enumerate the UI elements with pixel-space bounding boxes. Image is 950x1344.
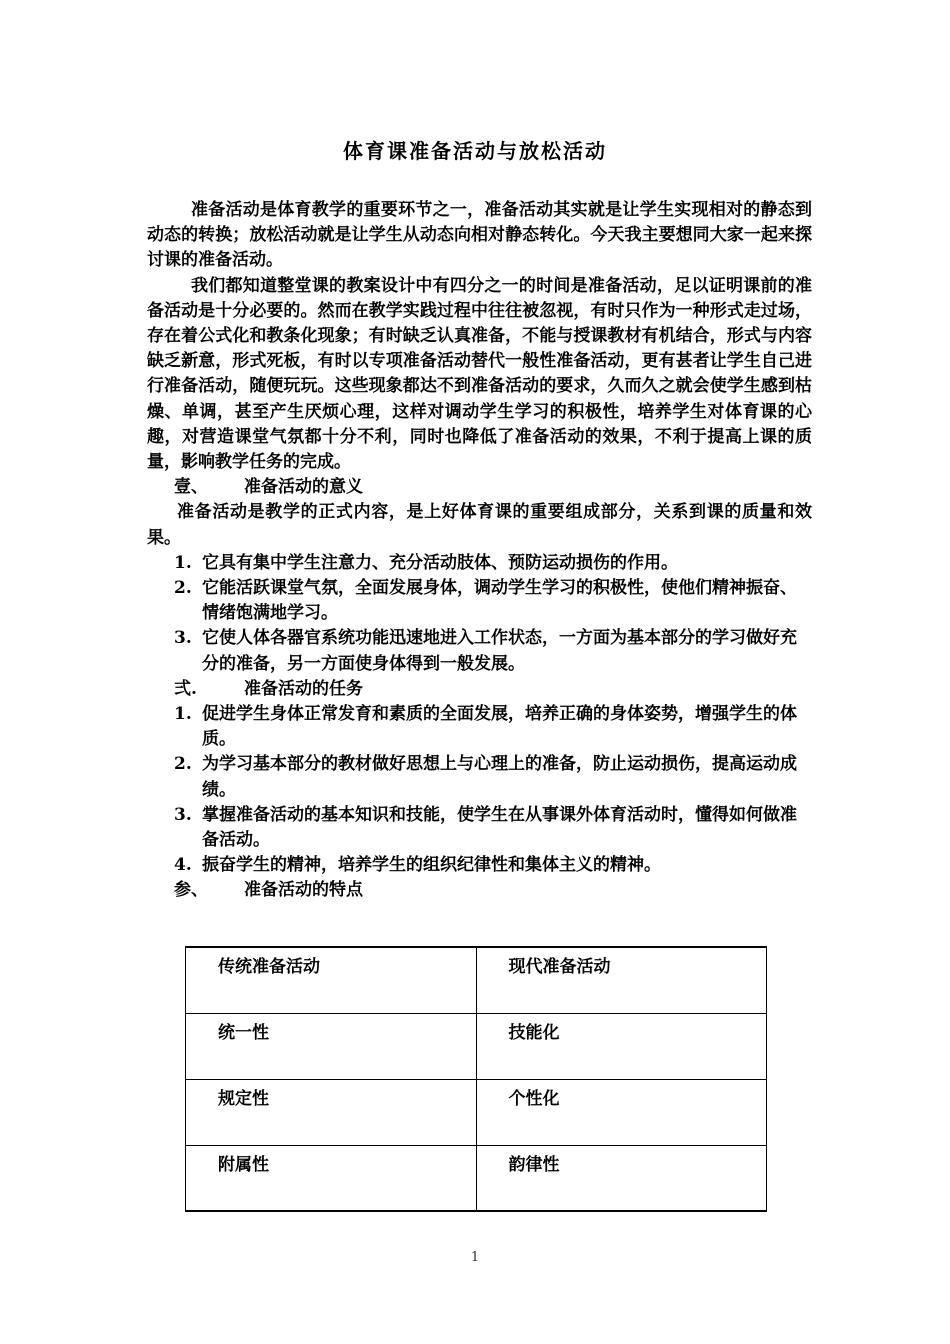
table-cell: 传统准备活动 — [186, 947, 477, 1013]
list-number: 2. — [174, 754, 192, 775]
list-item — [147, 803, 812, 853]
list-text: 它能活跃课堂气氛，全面发展身体，调动学生学习的积极性，使他们精神振奋、情绪饱满地学习。 — [202, 578, 797, 624]
document-body — [147, 198, 812, 904]
list-number: 3. — [174, 804, 192, 825]
paragraph-problems: 我们都知道整堂课的教案设计中有四分之一的时间是准备活动，足以证明课前的准备活动是十分必要的。然而在教学实践过程中往往被忽视，有时只作为一种形式走过场，存在着公式化和教条化现象；有时缺乏认真准备，不能与授课教材有机结合，形式与内容缺乏新意，形式死板，有时以专项准备活动替代一般性准备活动，更有甚者让学生自己进行准备活动，随便玩玩。这些现象都达不到准备活动的要求，久而久之就会使学生感到枯燥、单调，甚至产生厌烦心理，这样对调动学生学习的积极性，培养学生对体育课的心趣，对营造课堂气氛都十分不利，同时也降低了准备活动的效果，不利于提高上课的质量，影响教学任务的完成。 — [147, 275, 812, 473]
section-heading-significance — [147, 475, 812, 500]
section-title: 准备活动的任务 — [244, 678, 363, 699]
page-number: 1 — [470, 1250, 480, 1265]
list-number: 3. — [174, 628, 192, 649]
list-text: 促进学生身体正常发育和素质的全面发展，培养正确的身体姿势，增强学生的体质。 — [202, 704, 797, 750]
list-number: 1. — [174, 704, 192, 725]
section-intro: 准备活动是教学的正式内容，是上好体育课的重要组成部分，关系到课的质量和效果。 — [147, 502, 812, 548]
table-cell: 技能化 — [476, 1013, 767, 1079]
section-number: 参、 — [174, 880, 208, 901]
table-cell: 现代准备活动 — [476, 947, 767, 1013]
list-text: 振奋学生的精神，培养学生的组织纪律性和集体主义的精神。 — [202, 855, 661, 876]
list-number: 4. — [174, 855, 192, 876]
section-title: 准备活动的特点 — [244, 880, 363, 901]
list-item — [147, 626, 812, 676]
list-text: 它具有集中学生注意力、充分活动肢体、预防运动损伤的作用。 — [202, 552, 678, 573]
section-heading-features — [147, 878, 812, 903]
document-title: 体育课准备活动与放松活动 — [343, 139, 607, 163]
section-title: 准备活动的意义 — [244, 477, 363, 498]
significance-list — [147, 551, 812, 677]
list-text: 它使人体各器官系统功能迅速地进入工作状态，一方面为基本部分的学习做好充分的准备，另一方面使身体得到一般发展。 — [202, 628, 797, 674]
table-cell: 规定性 — [186, 1079, 477, 1145]
list-item — [147, 853, 812, 878]
table-row — [186, 947, 767, 1013]
list-text: 掌握准备活动的基本知识和技能，使学生在从事课外体育活动时，懂得如何做准备活动。 — [202, 804, 797, 851]
list-item — [147, 752, 812, 802]
table-cell: 韵律性 — [476, 1145, 767, 1211]
table-row — [186, 1145, 767, 1211]
list-number: 1. — [174, 552, 192, 573]
table-row — [186, 1079, 767, 1145]
section-number: 弍. — [174, 678, 197, 699]
list-number: 2. — [174, 578, 192, 599]
list-item — [147, 576, 812, 626]
table-row — [186, 1013, 767, 1079]
section-heading-tasks — [147, 677, 812, 702]
section-number: 壹、 — [174, 477, 208, 498]
table-cell: 附属性 — [186, 1145, 477, 1211]
list-item — [147, 702, 812, 752]
paragraph-intro: 准备活动是体育教学的重要环节之一，准备活动其实就是让学生实现相对的静态到动态的转换；放松活动就是让学生从动态向相对静态转化。今天我主要想同大家一起来探讨课的准备活动。 — [147, 200, 812, 271]
tasks-list — [147, 702, 812, 878]
features-table — [185, 946, 767, 1212]
list-item — [147, 551, 812, 576]
table-cell: 个性化 — [476, 1079, 767, 1145]
list-text: 为学习基本部分的教材做好思想上与心理上的准备，防止运动损伤，提高运动成绩。 — [202, 754, 797, 800]
table-cell: 统一性 — [186, 1013, 477, 1079]
